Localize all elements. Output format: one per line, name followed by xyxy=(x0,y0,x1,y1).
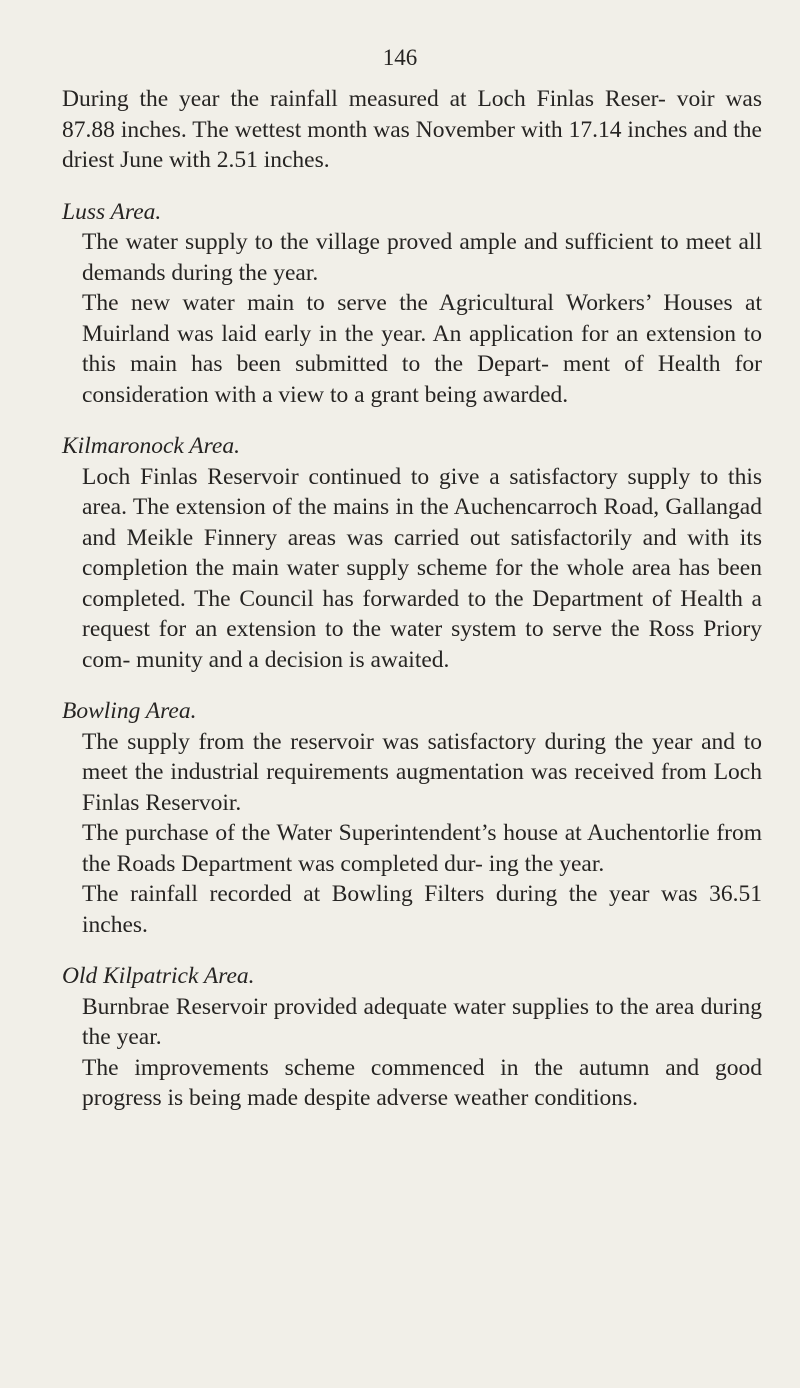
section-heading-old-kilpatrick: Old Kilpatrick Area. xyxy=(62,963,255,989)
section-old-kilpatrick xyxy=(62,961,762,1114)
section-heading-luss: Luss Area. xyxy=(62,198,162,225)
section-paragraph: Loch Finlas Reservoir continued to give a satisfactory supply to this area. The extension of the mains in the Auchencarroch Road, Gallangad and Meikle Finnery areas was carried out satisfactorily and with its completion the main water supply scheme for the whole area has been completed. The Council has forwarded to the Department of Health a request for an extension to the water system to serve the Ross Priory com- munity and a decision is awaited. xyxy=(82,463,762,673)
section-paragraph: The purchase of the Water Superintendent’s house at Auchentorlie from the Roads Department was completed dur- ing the year. xyxy=(82,820,762,877)
section-luss xyxy=(62,197,762,411)
section-paragraph: The supply from the reservoir was satisfactory during the year and to meet the industrial requirements augmentation was received from Loch Finlas Reservoir. xyxy=(82,728,762,816)
section-paragraph: The new water main to serve the Agricultural Workers’ Houses at Muirland was laid early in the year. An application for an extension to this main has been submitted to the Depart- ment of Health for consideration with a view to a grant being awarded. xyxy=(82,290,762,408)
section-paragraph: The water supply to the village proved ample and sufficient to meet all demands during the year. xyxy=(82,229,762,286)
page-number: 146 xyxy=(382,45,418,70)
intro-paragraph: During the year the rainfall measured at Loch Finlas Reser- voir was 87.88 inches. The wettest month was November with 17.14 inches and the driest June with 2.51 inches. xyxy=(62,86,762,173)
section-bowling xyxy=(62,696,762,940)
section-paragraph: The rainfall recorded at Bowling Filters during the year was 36.51 inches. xyxy=(82,881,762,938)
section-paragraph: The improvements scheme commenced in the autumn and good progress is being made despite adverse weather conditions. xyxy=(82,1054,762,1111)
section-heading-kilmaronock: Kilmaronock Area. xyxy=(62,433,240,459)
section-heading-bowling: Bowling Area. xyxy=(62,698,197,724)
document-body xyxy=(62,84,762,1114)
section-kilmaronock xyxy=(62,431,762,675)
section-paragraph: Burnbrae Reservoir provided adequate water supplies to the area during the year. xyxy=(82,993,762,1050)
